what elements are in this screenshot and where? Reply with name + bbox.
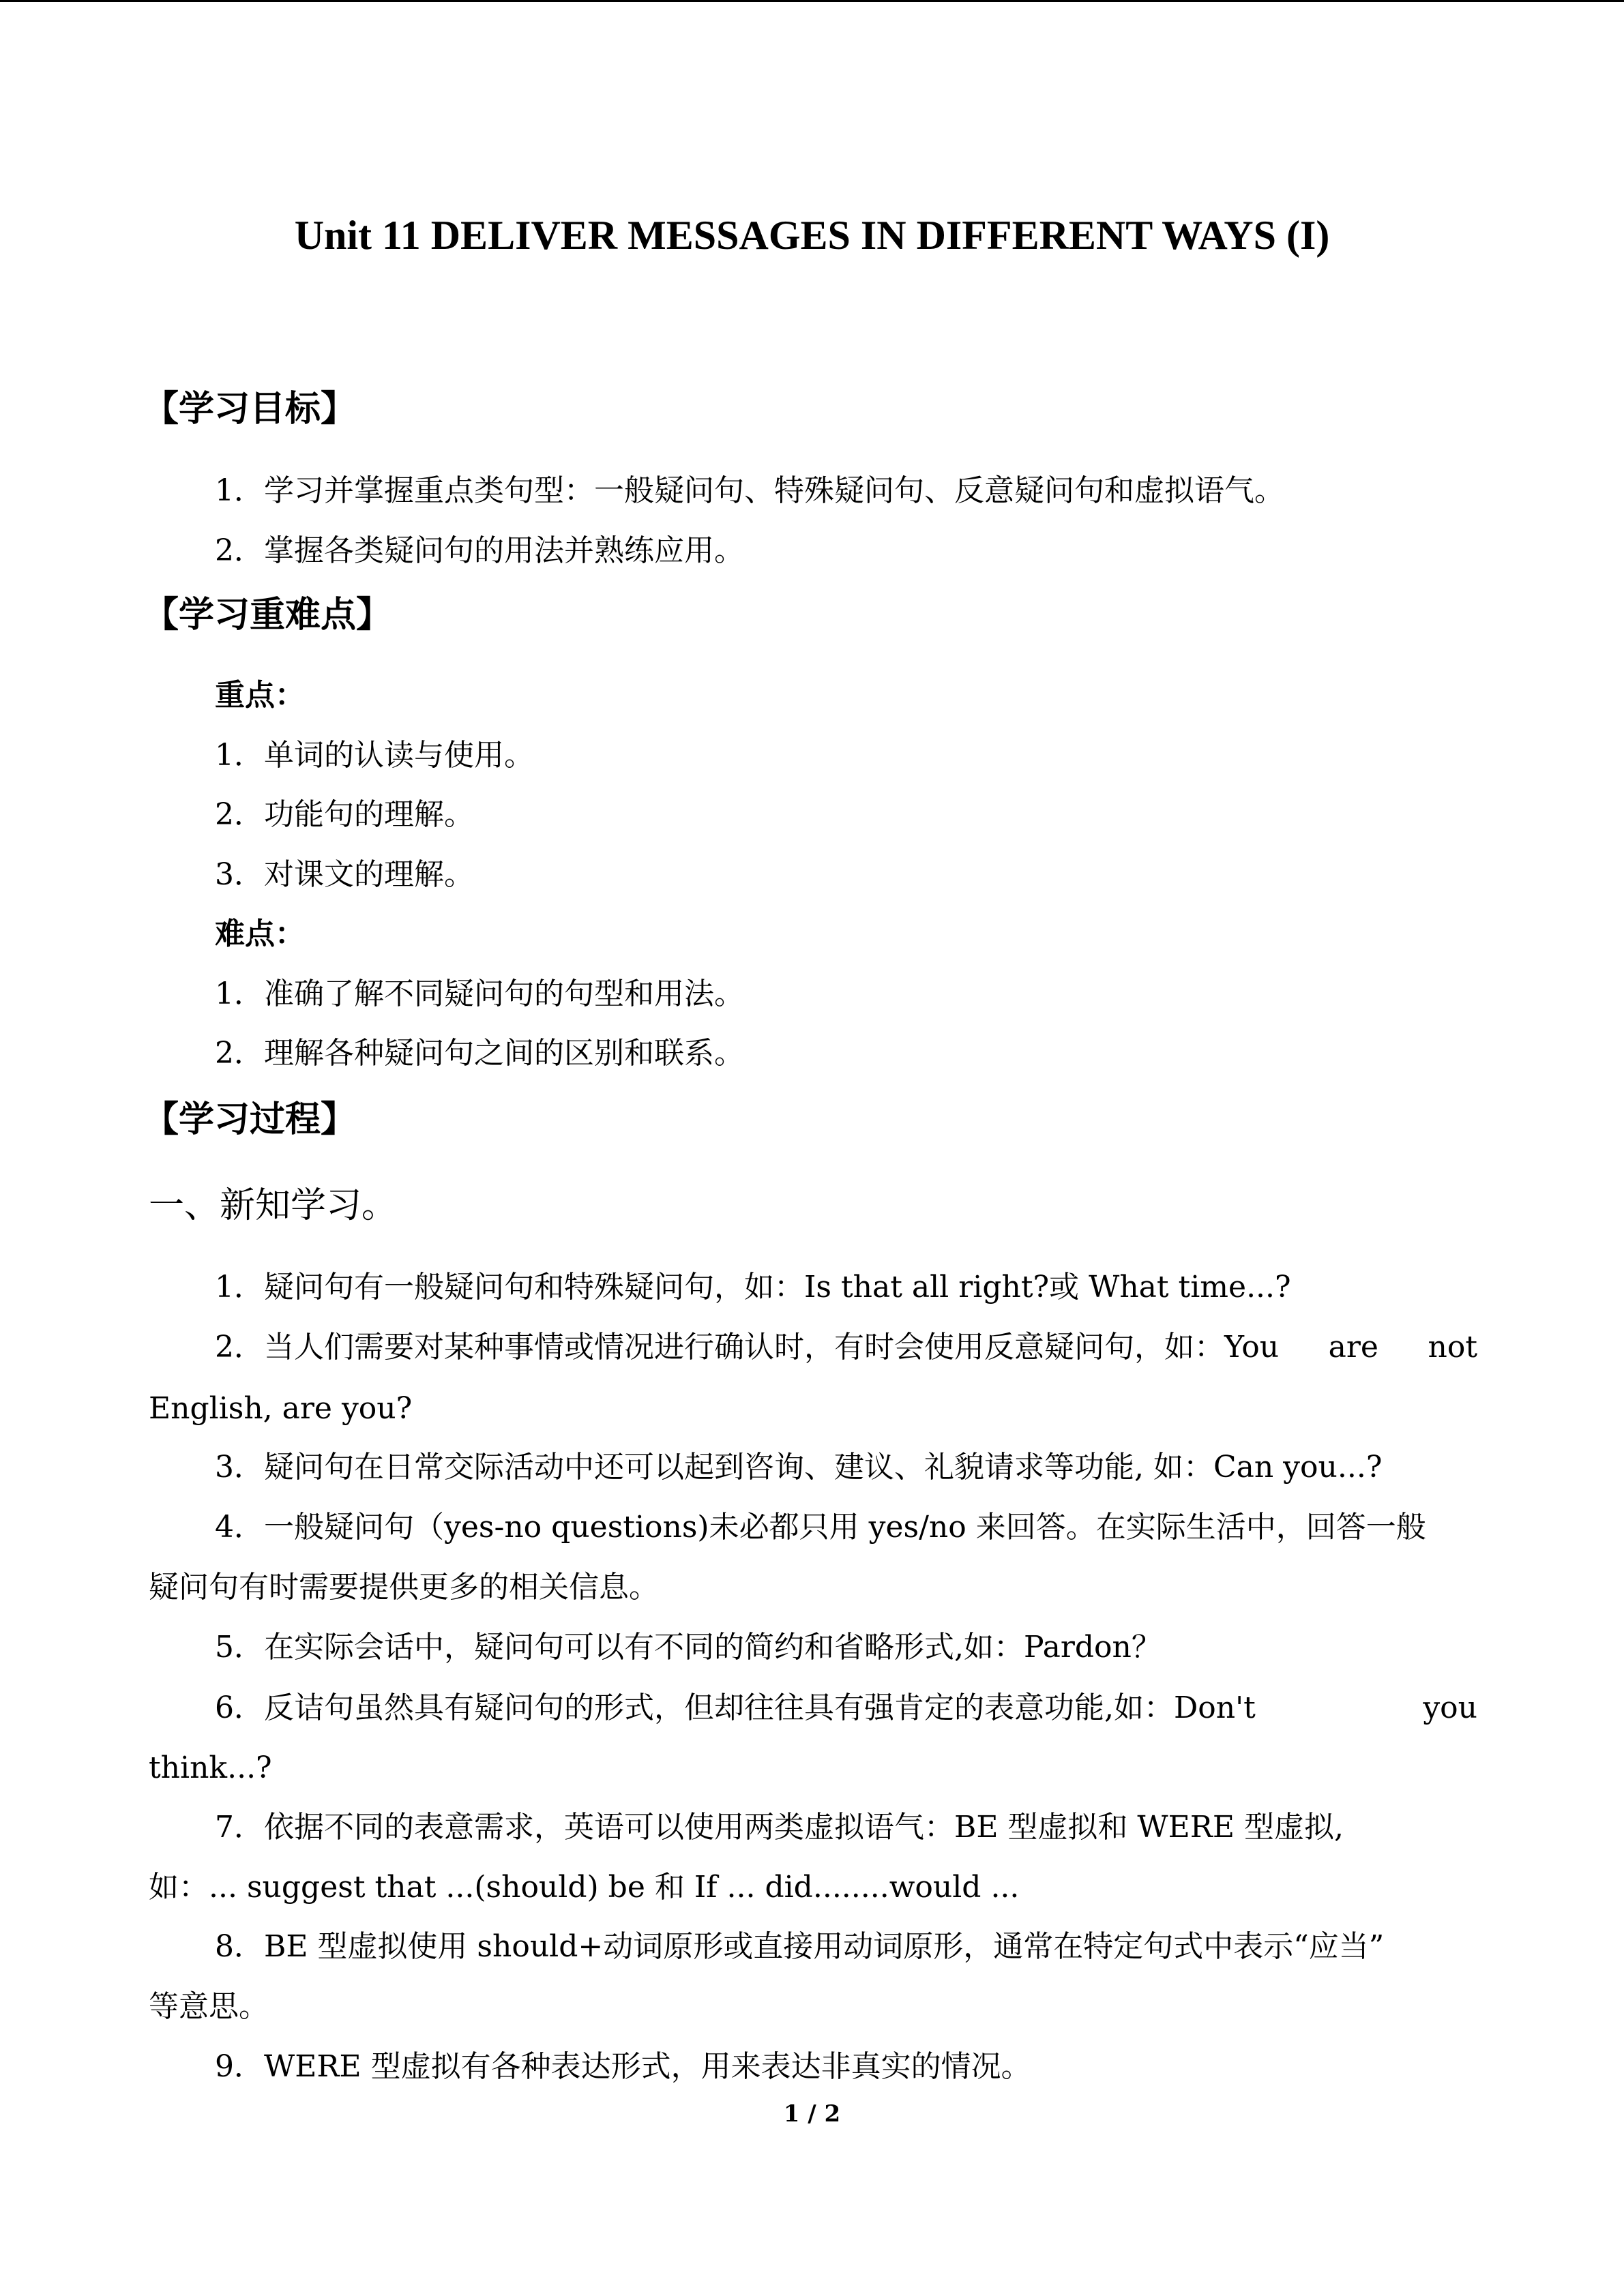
document-title: Unit 11 DELIVER MESSAGES IN DIFFERENT WAYS (I) bbox=[294, 213, 1330, 258]
process-paragraph-6-continued: think...? bbox=[149, 1750, 272, 1785]
process-paragraph-4-continued: 疑问句有时需要提供更多的相关信息。 bbox=[149, 1570, 659, 1605]
page-number: 1 / 2 bbox=[783, 2100, 841, 2128]
key-points-heading: 【学习重难点】 bbox=[143, 594, 392, 636]
process-paragraph-7: 7．依据不同的表意需求，英语可以使用两类虚拟语气：BE 型虚拟和 WERE 型虚拟, bbox=[215, 1810, 1344, 1845]
process-paragraph-9: 9．WERE 型虚拟有各种表达形式，用来表达非真实的情况。 bbox=[215, 2049, 1031, 2084]
process-paragraph-1: 1．疑问句有一般疑问句和特殊疑问句，如：Is that all right?或 What time...? bbox=[215, 1270, 1291, 1304]
objective-item-2: 2．掌握各类疑问句的用法并熟练应用。 bbox=[215, 533, 744, 568]
process-paragraph-4: 4．一般疑问句（yes-no questions)未必都只用 yes/no 来回答。在实际生活中，回答一般 bbox=[215, 1510, 1426, 1545]
page-top-border bbox=[0, 0, 1624, 2]
key-label: 重点： bbox=[215, 678, 305, 713]
paragraph-6-text: 6．反诘句虽然具有疑问句的形式，但却往往具有强肯定的表意功能,如：Don't bbox=[215, 1690, 1256, 1725]
difficult-item-2: 2．理解各种疑问句之间的区别和联系。 bbox=[215, 1036, 744, 1071]
key-item-1: 1．单词的认读与使用。 bbox=[215, 738, 534, 773]
paragraph-2-word-are: are bbox=[1328, 1330, 1378, 1365]
paragraph-2-text: 2．当人们需要对某种事情或情况进行确认时，有时会使用反意疑问句，如：You bbox=[215, 1330, 1280, 1365]
key-item-3: 3．对课文的理解。 bbox=[215, 857, 474, 892]
paragraph-2-word-not: not bbox=[1428, 1330, 1477, 1365]
difficult-label: 难点： bbox=[215, 916, 305, 951]
process-heading: 【学习过程】 bbox=[143, 1099, 357, 1140]
process-paragraph-2-continued: English, are you? bbox=[149, 1391, 413, 1426]
objective-item-1: 1．学习并掌握重点类句型：一般疑问句、特殊疑问句、反意疑问句和虚拟语气。 bbox=[215, 473, 1284, 508]
process-paragraph-3: 3．疑问句在日常交际活动中还可以起到咨询、建议、礼貌请求等功能, 如：Can you...? bbox=[215, 1450, 1383, 1485]
process-paragraph-5: 5．在实际会话中，疑问句可以有不同的简约和省略形式,如：Pardon？ bbox=[215, 1630, 1162, 1665]
process-paragraph-7-continued: 如：... suggest that ...(should) be 和 If ... did........would ... bbox=[149, 1870, 1020, 1905]
paragraph-6-word-you: you bbox=[1423, 1690, 1477, 1725]
process-paragraph-6 bbox=[215, 1684, 1477, 1732]
process-paragraph-2 bbox=[215, 1324, 1477, 1371]
process-paragraph-8-continued: 等意思。 bbox=[149, 1989, 269, 2024]
difficult-item-1: 1．准确了解不同疑问句的句型和用法。 bbox=[215, 976, 744, 1011]
process-paragraph-8: 8．BE 型虚拟使用 should+动词原形或直接用动词原形，通常在特定句式中表示“应当” bbox=[215, 1929, 1385, 1964]
key-item-2: 2．功能句的理解。 bbox=[215, 797, 474, 832]
objectives-heading: 【学习目标】 bbox=[143, 388, 357, 430]
process-subheading: 一、新知学习。 bbox=[149, 1185, 398, 1226]
